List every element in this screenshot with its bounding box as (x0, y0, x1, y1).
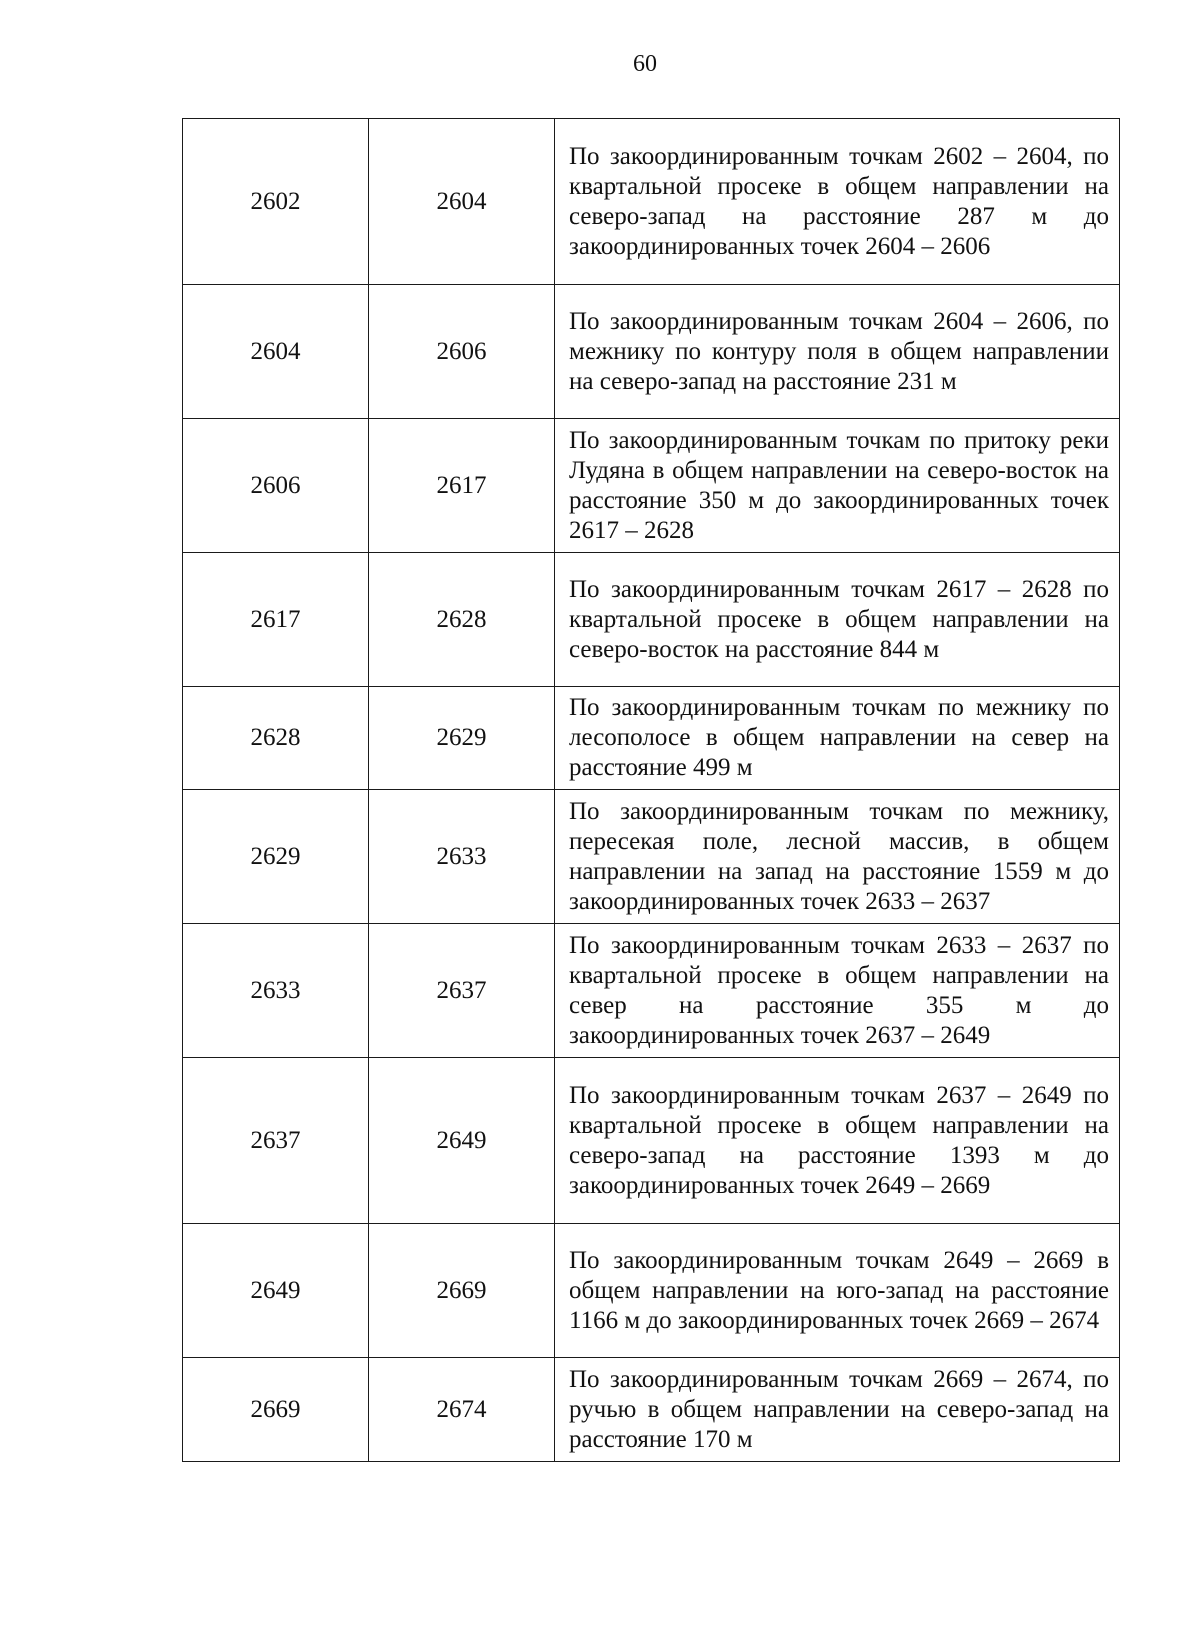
from-point-cell: 2604 (183, 285, 369, 419)
segment-description-cell: По закоординированным точкам 2669 – 2674, по ручью в общем направлении на северо-запад на расстояние 170 м (555, 1358, 1120, 1462)
to-point-cell: 2637 (369, 924, 555, 1058)
table-row (183, 790, 1120, 924)
table-row (183, 419, 1120, 553)
segment-description-cell: По закоординированным точкам по межнику по лесополосе в общем направлении на север на расстояние 499 м (555, 687, 1120, 790)
segment-description-cell: По закоординированным точкам 2637 – 2649 по квартальной просеке в общем направлении на северо-запад на расстояние 1393 м до закоординированных точек 2649 – 2669 (555, 1058, 1120, 1224)
segment-description-cell: По закоординированным точкам 2649 – 2669 в общем направлении на юго-запад на расстояние 1166 м до закоординированных точек 2669 – 2674 (555, 1224, 1120, 1358)
segment-description-cell: По закоординированным точкам 2633 – 2637 по квартальной просеке в общем направлении на север на расстояние 355 м до закоординированных точек 2637 – 2649 (555, 924, 1120, 1058)
page-number: 60 (633, 51, 657, 77)
from-point-cell: 2602 (183, 119, 369, 285)
from-point-cell: 2617 (183, 553, 369, 687)
segment-description-cell: По закоординированным точкам по притоку реки Лудяна в общем направлении на северо-восток на расстояние 350 м до закоординированных точек 2617 – 2628 (555, 419, 1120, 553)
segment-description-cell: По закоординированным точкам 2617 – 2628 по квартальной просеке в общем направлении на северо-восток на расстояние 844 м (555, 553, 1120, 687)
to-point-cell: 2649 (369, 1058, 555, 1224)
to-point-cell: 2606 (369, 285, 555, 419)
to-point-cell: 2604 (369, 119, 555, 285)
to-point-cell: 2669 (369, 1224, 555, 1358)
segment-description-cell: По закоординированным точкам 2602 – 2604, по квартальной просеке в общем направлении на северо-запад на расстояние 287 м до закоординированных точек 2604 – 2606 (555, 119, 1120, 285)
segment-description-cell: По закоординированным точкам по межнику, пересекая поле, лесной массив, в общем направлении на запад на расстояние 1559 м до закоординированных точек 2633 – 2637 (555, 790, 1120, 924)
table-row (183, 119, 1120, 285)
segment-description-cell: По закоординированным точкам 2604 – 2606, по межнику по контуру поля в общем направлении на северо-запад на расстояние 231 м (555, 285, 1120, 419)
table-row (183, 1224, 1120, 1358)
to-point-cell: 2629 (369, 687, 555, 790)
table-row (183, 1358, 1120, 1462)
from-point-cell: 2669 (183, 1358, 369, 1462)
from-point-cell: 2628 (183, 687, 369, 790)
from-point-cell: 2629 (183, 790, 369, 924)
boundary-description-table (182, 118, 1120, 1462)
table-row (183, 687, 1120, 790)
from-point-cell: 2637 (183, 1058, 369, 1224)
from-point-cell: 2649 (183, 1224, 369, 1358)
to-point-cell: 2628 (369, 553, 555, 687)
from-point-cell: 2606 (183, 419, 369, 553)
from-point-cell: 2633 (183, 924, 369, 1058)
to-point-cell: 2633 (369, 790, 555, 924)
table-row (183, 553, 1120, 687)
to-point-cell: 2674 (369, 1358, 555, 1462)
table-row (183, 924, 1120, 1058)
table-row (183, 1058, 1120, 1224)
table-row (183, 285, 1120, 419)
to-point-cell: 2617 (369, 419, 555, 553)
